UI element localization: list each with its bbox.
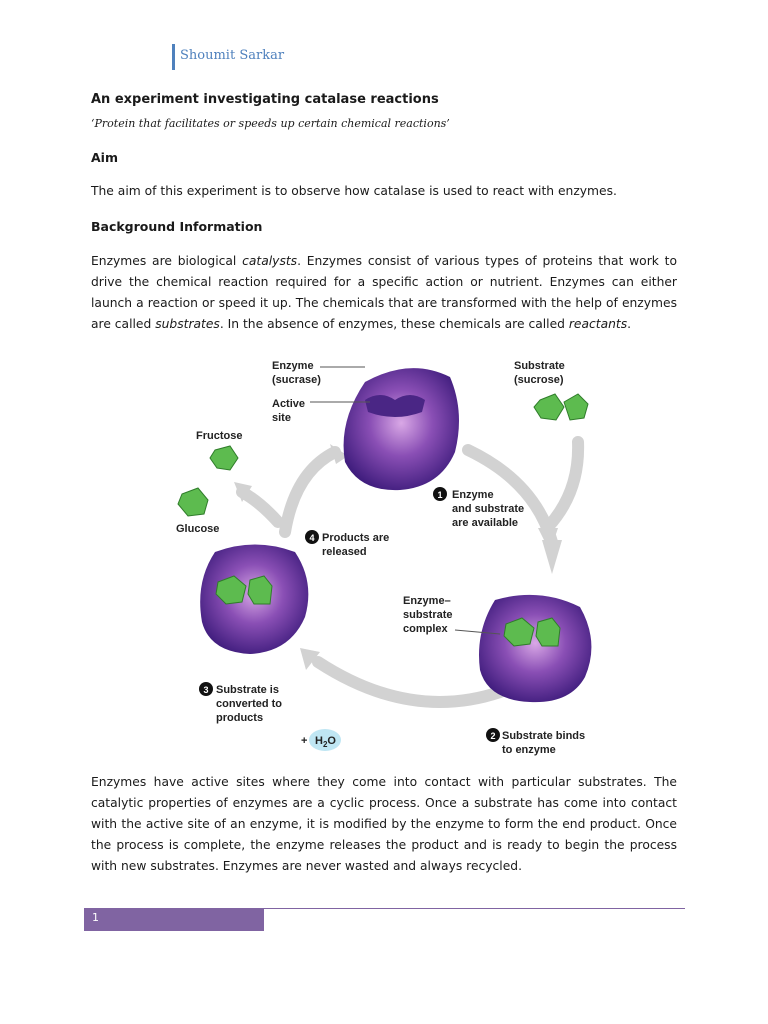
page-number: 1 xyxy=(92,911,99,924)
background-heading: Background Information xyxy=(91,219,263,234)
step2-number: 2 xyxy=(490,731,496,741)
label-substrate: Substrate xyxy=(514,360,565,372)
label-enzyme-sub: (sucrase) xyxy=(272,374,321,386)
step2-line1: Substrate binds xyxy=(502,730,586,742)
header-author: Shoumit Sarkar xyxy=(180,48,285,63)
label-fructose: Fructose xyxy=(196,430,243,442)
label-enzyme: Enzyme xyxy=(272,360,314,372)
complex-line3: complex xyxy=(403,623,448,635)
water-formula: $H_2O$ xyxy=(315,735,336,749)
footer-page-box xyxy=(84,909,264,931)
step4-line2: released xyxy=(322,546,367,558)
fructose-shape xyxy=(210,446,238,470)
label-glucose: Glucose xyxy=(176,523,220,535)
step1-number: 1 xyxy=(437,490,443,500)
water-plus: + xyxy=(301,735,308,747)
complex-line2: substrate xyxy=(403,609,453,621)
step3-line2: converted to xyxy=(216,698,283,710)
step4-number: 4 xyxy=(309,533,315,543)
enzyme-shape-top xyxy=(344,368,459,490)
background-paragraph-1: Enzymes are biological catalysts. Enzymes consist of various types of proteins that work to drive the chemical reaction required for a specific action or nutrient. Enzymes can either launch a reaction or speed it up. The chemicals that are transformed with the help of enzymes are called substrates. In the absence of enzymes, these chemicals are called reactants. xyxy=(91,254,677,331)
step3-line1: Substrate is xyxy=(216,684,279,696)
step1-line3: are available xyxy=(452,517,519,529)
header-accent-bar xyxy=(172,44,175,70)
enzyme-cycle-diagram xyxy=(160,352,620,772)
step3-line3: products xyxy=(216,712,264,724)
glucose-shape xyxy=(178,488,208,516)
step4-line1: Products are xyxy=(322,532,390,544)
complex-line1: Enzyme– xyxy=(403,595,451,607)
step1-line1: Enzyme xyxy=(452,489,494,501)
label-substrate-sub: (sucrose) xyxy=(514,374,564,386)
background-paragraph-2: Enzymes have active sites where they come into contact with particular substrates. The catalytic properties of enzymes are a cyclic process. Once a substrate has come into contact with the active site of an enzyme, it is modified by the enzyme to form the end product. Once the process is complete, the enzyme releases the product and is ready to begin the process with new substrates. Enzymes are never wasted and always recycled. xyxy=(91,775,677,873)
label-active-site: Active xyxy=(272,398,306,410)
step3-number: 3 xyxy=(203,685,209,695)
title-quote: ‘Protein that facilitates or speeds up certain chemical reactions’ xyxy=(91,117,450,130)
step1-line2: and substrate xyxy=(452,503,525,515)
enzyme-shape-right xyxy=(479,595,591,702)
step2-line2: to enzyme xyxy=(502,744,556,756)
aim-text: The aim of this experiment is to observe how catalase is used to react with enzymes. xyxy=(91,184,617,198)
substrate-sucrose xyxy=(534,394,588,420)
aim-heading: Aim xyxy=(91,150,118,165)
label-active-site-sub: site xyxy=(272,412,291,424)
document-title: An experiment investigating catalase reactions xyxy=(91,92,439,107)
